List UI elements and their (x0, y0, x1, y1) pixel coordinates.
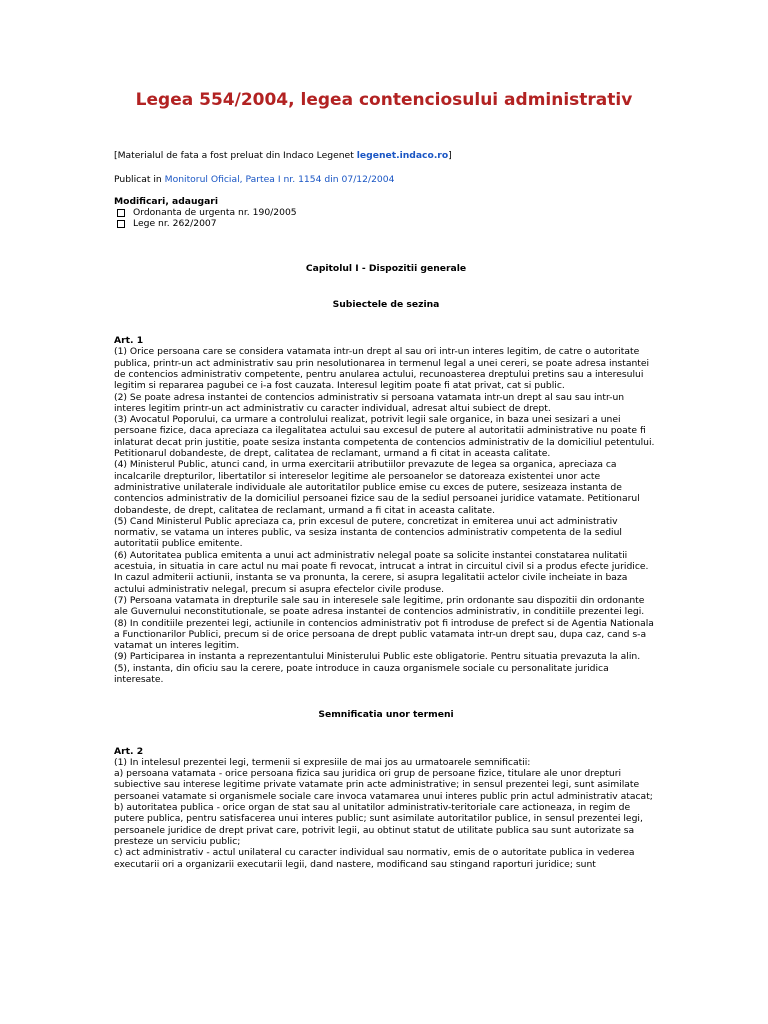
modification-item[interactable] (114, 207, 658, 218)
article-paragraph: (3) Avocatul Poporului, ca urmare a controlului realizat, potrivit legii sale organice, in baza unei sesizari a unei persoane fizice, daca apreciaza ca ilegalitatea actului sau excesul de putere al autoritatii administrative nu poate fi inlaturat decat prin justitie, poate sesiza instanta competenta de contencios administrativ de la domiciliul petentului. Petitionarul dobandeste, de drept, calitatea de reclamant, urmand a fi citat in aceasta calitate. (114, 414, 655, 460)
source-link[interactable]: legenet.indaco.ro (356, 150, 449, 161)
article-paragraph: (9) Participarea in instanta a reprezentantului Ministerului Public este obligatorie. Pentru situatia prevazuta la alin. (5), instanta, din oficiu sau la cerere, poate introduce in cauza organismele sociale cu personalitate juridica interesate. (114, 651, 641, 685)
article-paragraph: (1) In intelesul prezentei legi, termenii si expresiile de mai jos au urmatoarele semnificatii: (114, 756, 531, 768)
article-heading: Art. 1 (114, 335, 144, 347)
checkbox-icon (117, 209, 125, 217)
document-title: Legea 554/2004, legea contenciosului administrativ (135, 90, 633, 110)
chapter-heading: Capitolul I - Dispozitii generale (305, 263, 467, 275)
modification-item[interactable] (114, 218, 658, 229)
article-paragraph: (7) Persoana vatamata in drepturile sale sau in interesele sale legitime, prin ordonante sau dispozitii din ordonante ale Guvernului neconstitutionale, se poate adresa instantei de contencios administrativ, in conditiile prezentei legi. (114, 594, 645, 618)
section-heading: Subiectele de sezina (332, 298, 440, 310)
source-prefix: [Materialul de fata a fost preluat din Indaco Legenet (114, 150, 357, 161)
article-paragraph: (1) Orice persoana care se considera vatamata intr-un drept al sau ori intr-un interes legitim, de catre o autoritate publica, printr-un act administrativ sau prin nesolutionarea in termenul legal a unei cereri, se poate adresa instantei de contencios administrativ competente, pentru anularea actului, recunoasterea dreptului pretins sau a interesului legitim si repararea pagubei ce i-a fost cauzata. Interesul legitim poate fi atat privat, cat si public. (114, 346, 650, 392)
article-paragraph: c) act administrativ - actul unilateral cu caracter individual sau normativ, emis de o autoritate publica in vederea executarii ori a organizarii executarii legii, dand nastere, modificand sau stingand raporturi juridice; sunt (114, 847, 635, 870)
article-paragraph: (4) Ministerul Public, atunci cand, in urma exercitarii atributiilor prevazute de legea sa organica, apreciaza ca incalcarile drepturilor, libertatilor si intereselor legitime ale persoanelor se datoreaza existentei unor acte administrative unilaterale individuale ale autoritatilor publice emise cu exces de putere, sesizeaza instanta de contencios administrativ de la domiciliul persoanei fizice sau de la sediul persoanei juridice vatamate. Petitionarul dobandeste, de drept, calitatea de reclamant, urmand a fi citat in aceasta calitate. (114, 459, 640, 516)
document-body (114, 150, 658, 870)
modification-label: Lege nr. 262/2007 (133, 218, 217, 230)
article-paragraph: (2) Se poate adresa instantei de contencios administrativ si persoana vatamata intr-un drept al sau sau intr-un interes legitim printr-un act administrativ cu caracter individual, adresat altui subiect de drept. (114, 391, 625, 414)
article-paragraph: (6) Autoritatea publica emitenta a unui act administrativ nelegal poate sa solicite instantei constatarea nulitatii acestuia, in situatia in care actul nu mai poate fi revocat, intrucat a intrat in circuitul civil si a produs efecte juridice. In cazul admiterii actiunii, instanta se va pronunta, la cerere, si asupra legalitatii actelor civile incheiate in baza actului administrativ nelegal, precum si asupra efectelor civile produse. (114, 549, 649, 595)
modification-label: Ordonanta de urgenta nr. 190/2005 (133, 206, 297, 218)
publication-note (114, 174, 658, 185)
section-heading: Semnificatia unor termeni (318, 709, 454, 721)
article-paragraph: a) persoana vatamata - orice persoana fizica sau juridica ori grup de persoane fizice, titulare ale unor drepturi subiective sau interese legitime private vatamate prin acte administrative; in sensul prezentei legi, sunt asimilate persoanei vatamate si organismele sociale care invoca vatamarea unui interes public prin actul administrativ atacat; (114, 768, 653, 802)
modifications-heading: Modificari, adaugari (114, 195, 218, 207)
checkbox-icon (117, 220, 125, 228)
article-paragraph: (8) In conditiile prezentei legi, actiunile in contencios administrativ pot fi introduse de prefect si de Agentia Nationala a Functionarilor Publici, precum si de orice persoana de drept public vatamata intr-un drept sau, dupa caz, cand s-a vatamat un interes legitim. (114, 617, 654, 652)
publication-prefix: Publicat in (114, 174, 165, 186)
source-note (114, 150, 658, 161)
article-paragraph: b) autoritatea publica - orice organ de stat sau al unitatilor administrativ-teritoriale care actioneaza, in regim de putere publica, pentru satisfacerea unui interes public; sunt asimilate autoritatilor publice, in sensul prezentei legi, persoanele juridice de drept privat care, potrivit legii, au obtinut statut de utilitate publica sau sunt autorizate sa presteze un serviciu public; (114, 802, 643, 847)
source-suffix: ] (448, 150, 452, 161)
article-paragraph: (5) Cand Ministerul Public apreciaza ca, prin excesul de putere, concretizat in emiterea unui act administrativ normativ, se vatama un interes public, va sesiza instanta de contencios administrativ competenta de la sediul autoritatii publice emitente. (114, 515, 622, 550)
article-heading: Art. 2 (114, 745, 144, 757)
publication-link[interactable]: Monitorul Oficial, Partea I nr. 1154 din 07/12/2004 (164, 174, 395, 186)
